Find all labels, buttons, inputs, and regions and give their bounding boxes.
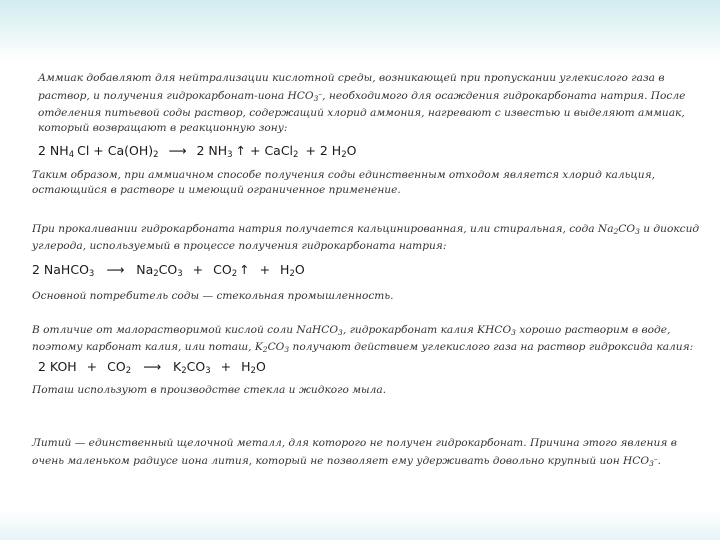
text-line: Таким образом, при аммиачном способе получения соды единственным отходом является хлорид кальция, [32, 169, 655, 181]
text-line: При прокаливании гидрокарбоната натрия получается кальцинированная, или стиральная, сода $Na_2CO_3$ и диоксид [32, 223, 700, 236]
text-line: остающийся в растворе и имеющий ограниченное применение. [32, 184, 401, 196]
text-line: углерода, используемый в процессе получения гидрокарбоната натрия: [32, 240, 447, 252]
paragraph-ammonia [38, 71, 685, 136]
equation-potash: 2 KOH + $CO_2$ ⟶ $K_2CO_3 + H_2O$ [38, 359, 266, 376]
equation-ammonia-regeneration: 2 $NH_4$ $Cl + Ca(OH)_2$ ⟶ 2 $NH_3$ ↑ + CaCl$_2$ + 2 $H_2O$ [38, 143, 357, 160]
text-line: раствор, и получения гидрокарбонат-иона $HCO_3^-$, необходимого для осаждения гидрокарбоната натрия. После [38, 89, 686, 103]
paragraph-calcination [32, 222, 699, 254]
paragraph-potash [32, 323, 693, 357]
text-line: поэтому карбонат калия, или поташ, $K_2CO_3$ получают действием углекислого газа на раствор гидроксида калия: [32, 341, 694, 354]
equation-calcination: 2 NaHCO$_3$ ⟶ $Na_2CO_3 + CO_2$ ↑ + $H_2O$ [32, 262, 305, 279]
text-line: Аммиак добавляют для нейтрализации кислотной среды, возникающей при пропускании углекислого газа в [38, 72, 665, 84]
text-line: отделения питьевой соды раствор, содержащий хлорид аммония, нагревают с известью и выделяют аммиак, [38, 107, 685, 119]
paragraph-glass-industry [32, 289, 393, 304]
text-line: очень маленьком радиусе иона лития, который не позволяет ему удерживать довольно крупный ион $HCO_3^-$. [32, 454, 661, 468]
text-line: Поташ используют в производстве стекла и жидкого мыла. [32, 384, 387, 396]
paragraph-waste [32, 168, 655, 198]
text-line: который возвращают в реакционную зону: [38, 122, 288, 134]
text-line: Основной потребитель соды — стекольная промышленность. [32, 290, 394, 302]
paragraph-potash-usage [32, 383, 386, 398]
text-line: Литий — единственный щелочной металл, для которого не получен гидрокарбонат. Причина этого явления в [32, 437, 677, 449]
paragraph-lithium [32, 436, 677, 471]
text-line: В отличие от малорастворимой кислой соли NaHCO$_3$, гидрокарбонат калия $KHCO_3$ хорошо растворим в воде, [32, 324, 671, 337]
